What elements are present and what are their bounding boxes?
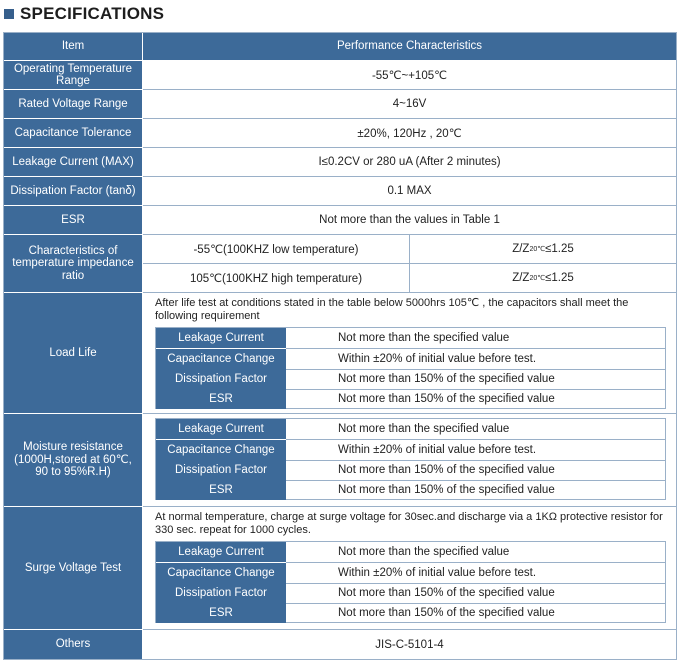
moisture-item-label: ESR: [156, 480, 286, 500]
header-square-icon: [4, 9, 14, 19]
row-label-esr: ESR: [4, 206, 142, 234]
moisture-item-value: Within ±20% of initial value before test.: [338, 444, 537, 456]
load-life-note: After life test at conditions stated in the table below 5000hrs 105℃ , the capacitors shall meet the following requirement: [155, 297, 629, 322]
surge-item-label: Dissipation Factor: [156, 583, 286, 603]
page-title: SPECIFICATIONS: [20, 4, 165, 23]
column-header-item: Item: [4, 33, 142, 60]
impedance-condition-high: 105℃(100KHZ high temperature): [189, 273, 363, 285]
row-label-impedance-ratio: Characteristics of temperature impedance ratio: [4, 235, 142, 292]
load-life-item-value: Not more than 150% of the specified value: [338, 373, 555, 385]
column-header-performance: Performance Characteristics: [143, 33, 676, 60]
row-label-dissipation-factor: Dissipation Factor (tanδ): [4, 177, 142, 205]
load-life-item-value: Not more than the specified value: [338, 332, 510, 344]
row-value-dissipation-factor: 0.1 MAX: [387, 185, 432, 197]
moisture-item-label: Dissipation Factor: [156, 460, 286, 480]
load-life-item-value: Not more than 150% of the specified value: [338, 393, 555, 405]
moisture-item-label: Capacitance Change: [156, 440, 286, 460]
surge-item-label: Leakage Current: [156, 542, 286, 562]
surge-item-value: Not more than 150% of the specified value: [338, 587, 555, 599]
impedance-ratio-high: Z/Z 20℃ ≤1.25: [512, 272, 574, 284]
surge-subtable: [155, 541, 666, 623]
row-value-rated-voltage: 4~16V: [392, 98, 427, 110]
moisture-subtable: [155, 418, 666, 500]
row-value-others: JIS-C-5101-4: [375, 638, 444, 651]
surge-item-value: Within ±20% of initial value before test.: [338, 567, 537, 579]
row-value-capacitance-tolerance: ±20%, 120Hz , 20℃: [357, 128, 462, 140]
row-label-rated-voltage: Rated Voltage Range: [4, 90, 142, 118]
impedance-ratio-low: Z/Z 20℃ ≤1.25: [512, 243, 574, 255]
row-value-leakage-current: I≤0.2CV or 280 uA (After 2 minutes): [318, 156, 501, 168]
load-life-item-value: Within ±20% of initial value before test.: [338, 353, 537, 365]
section-header: [4, 2, 164, 26]
impedance-condition-low: -55℃(100KHZ low temperature): [193, 244, 359, 256]
surge-item-label: Capacitance Change: [156, 563, 286, 583]
specifications-table: [3, 32, 677, 660]
surge-note: At normal temperature, charge at surge voltage for 30sec.and discharge via a 1KΩ protective resistor for 330 sec. repeat for 1000 cycles.: [155, 511, 663, 536]
load-life-item-label: Capacitance Change: [156, 349, 286, 369]
row-label-operating-temperature: Operating Temperature Range: [4, 61, 142, 89]
load-life-subtable: [155, 327, 666, 409]
row-label-leakage-current: Leakage Current (MAX): [4, 148, 142, 176]
row-label-moisture-resistance: Moisture resistance (1000H,stored at 60℃, 90 to 95%R.H): [4, 414, 142, 506]
row-label-others: Others: [4, 630, 142, 659]
row-label-surge-voltage: Surge Voltage Test: [4, 507, 142, 629]
surge-item-value: Not more than 150% of the specified value: [338, 607, 555, 619]
row-label-load-life: Load Life: [4, 293, 142, 413]
load-life-item-label: Dissipation Factor: [156, 369, 286, 389]
moisture-item-label: Leakage Current: [156, 419, 286, 439]
row-label-capacitance-tolerance: Capacitance Tolerance: [4, 119, 142, 147]
load-life-item-label: ESR: [156, 389, 286, 409]
row-value-operating-temperature: -55℃~+105℃: [371, 70, 448, 82]
row-value-esr: Not more than the values in Table 1: [319, 214, 500, 226]
load-life-item-label: Leakage Current: [156, 328, 286, 348]
moisture-item-value: Not more than the specified value: [338, 423, 510, 435]
surge-item-value: Not more than the specified value: [338, 546, 510, 558]
moisture-item-value: Not more than 150% of the specified value: [338, 464, 555, 476]
moisture-item-value: Not more than 150% of the specified value: [338, 484, 555, 496]
surge-item-label: ESR: [156, 603, 286, 623]
